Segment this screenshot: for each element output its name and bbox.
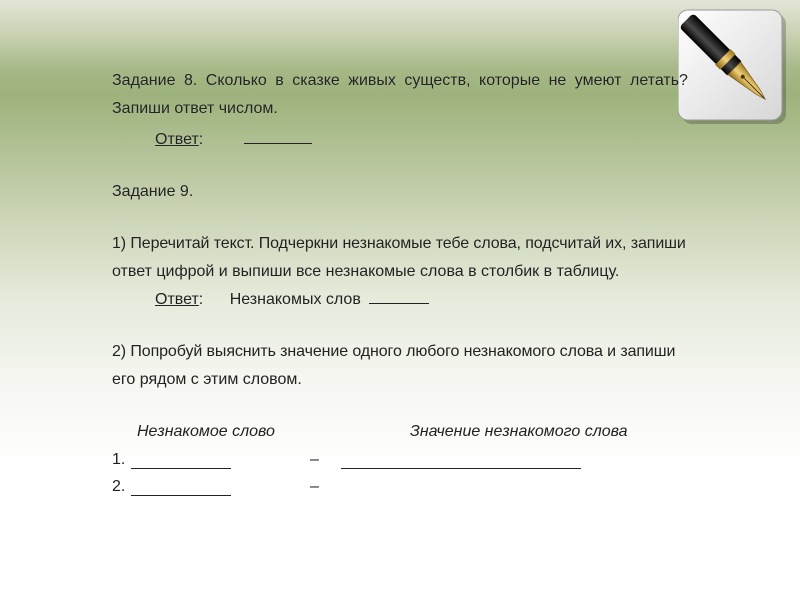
task9-heading: Задание 9. xyxy=(112,183,194,200)
task8-word: Задание xyxy=(112,72,176,89)
row-number: 1. xyxy=(112,451,126,468)
task8-answer-label: Ответ xyxy=(155,131,199,148)
task8-word: 8. xyxy=(183,72,198,89)
task9-part1-line1: 1) Перечитай текст. Подчеркни незнакомые тебе слова, подсчитай их, запиши xyxy=(112,235,686,252)
task9-part2-line1: 2) Попробуй выяснить значение одного любого незнакомого слова и запиши xyxy=(112,343,676,360)
task8-word: летать? xyxy=(629,72,688,89)
task8-word: не xyxy=(548,72,567,89)
row-word-blank[interactable] xyxy=(131,453,231,469)
task9-answer-label: Ответ xyxy=(155,291,199,308)
task9-answer-colon: : xyxy=(198,291,204,308)
row-word-blank[interactable] xyxy=(131,480,231,496)
task9-part2-line2: его рядом с этим словом. xyxy=(112,371,302,388)
task8-word: существ, xyxy=(404,72,471,89)
task8-question-line2: Запиши ответ числом. xyxy=(112,100,278,117)
task8-word: сказке xyxy=(292,72,340,89)
task9-answer-line xyxy=(155,288,429,310)
task8-question-line1 xyxy=(112,71,688,91)
row-dash: – xyxy=(310,478,319,495)
row-meaning-blank[interactable] xyxy=(341,453,581,469)
table-row xyxy=(112,477,125,497)
table-header-unknown-word: Незнакомое слово xyxy=(137,423,275,440)
task8-word: Сколько xyxy=(205,72,267,89)
table-row xyxy=(112,450,125,470)
task8-word: умеют xyxy=(574,72,622,89)
task8-word: которые xyxy=(479,72,541,89)
task9-answer-text: Незнакомых слов xyxy=(229,291,361,308)
task8-word: живых xyxy=(348,72,396,89)
row-number: 2. xyxy=(112,478,126,495)
task9-answer-blank[interactable] xyxy=(369,288,429,304)
task8-word: в xyxy=(275,72,284,89)
task8-answer-colon: : xyxy=(198,131,204,148)
row-dash: – xyxy=(310,451,319,468)
task8-answer-line xyxy=(155,128,312,150)
task8-answer-blank[interactable] xyxy=(244,128,312,144)
task9-part1-line2: ответ цифрой и выпиши все незнакомые слова в столбик в таблицу. xyxy=(112,263,620,280)
table-header-word-meaning: Значение незнакомого слова xyxy=(410,423,628,440)
